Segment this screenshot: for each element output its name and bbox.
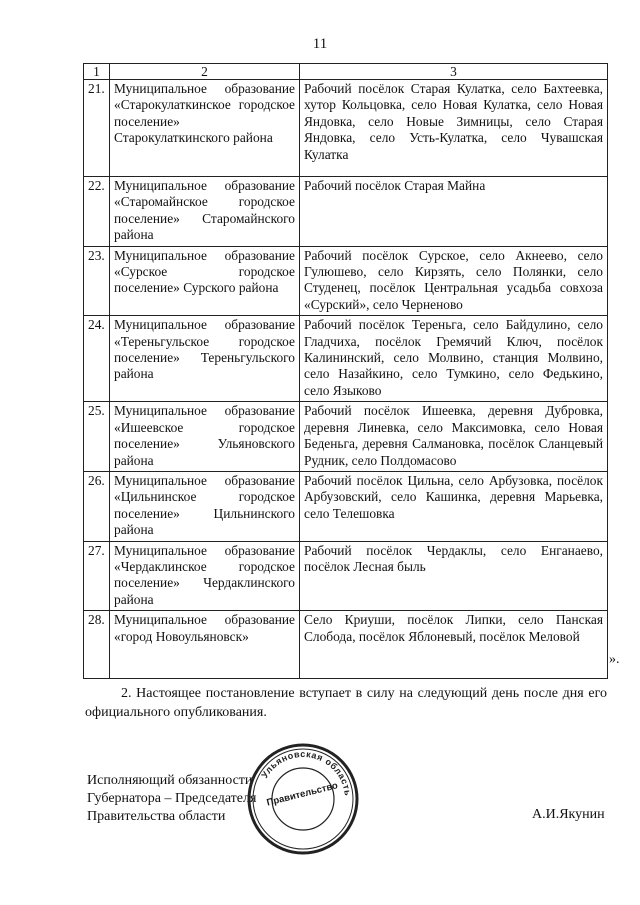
signature-title-line-1: Исполняющий обязанности (87, 773, 253, 788)
settlements-list: Рабочий посёлок Старая Кулатка, село Бахтеевка, хутор Кольцовка, село Новая Кулатка, село Новая Яндовка, село Новые Зимницы, село Старая Яндовка, село Усть-Кулатка, село Чувашская Кулатка (300, 80, 608, 177)
settlements-list: Село Криуши, посёлок Липки, село Панская Слобода, посёлок Яблоневый, посёлок Меловой (300, 611, 608, 679)
settlements-table (83, 63, 608, 679)
page-number: 11 (312, 36, 328, 52)
settlements-list: Рабочий посёлок Ишеевка, деревня Дубровка, деревня Линевка, село Максимовка, село Новая Беденьга, деревня Салмановка, посёлок Сланцевый Рудник, село Полдомасово (300, 402, 608, 472)
municipal-entity: Муниципальное образование «Ишеевское городское поселение» Ульяновского района (110, 402, 300, 472)
signatory-name: А.И.Якунин (532, 807, 605, 822)
settlements-list: Рабочий посёлок Чердаклы, село Енганаево, посёлок Лесная быль (300, 541, 608, 611)
settlements-list: Рабочий посёлок Старая Майна (300, 177, 608, 247)
row-number: 26. (84, 471, 110, 541)
table-row (84, 80, 608, 177)
row-number: 27. (84, 541, 110, 611)
closing-quote: ». (609, 652, 620, 667)
table-row (84, 471, 608, 541)
signature-title-line-3: Правительства области (87, 809, 226, 824)
settlements-list: Рабочий посёлок Сурское, село Акнеево, село Гулюшево, село Кирзять, село Полянки, село Студенец, посёлок Центральная усадьба совхоза «Сурский», село Черненово (300, 246, 608, 316)
row-number: 22. (84, 177, 110, 247)
row-number: 23. (84, 246, 110, 316)
municipal-entity: Муниципальное образование «Тереньгульское городское поселение» Тереньгульского района (110, 316, 300, 402)
municipal-entity: Муниципальное образование «Цильнинское городское поселение» Цильнинского района (110, 471, 300, 541)
header-col-1: 1 (84, 64, 110, 80)
row-number: 21. (84, 80, 110, 177)
table-row (84, 177, 608, 247)
table-row (84, 246, 608, 316)
table-header-row (84, 64, 608, 80)
municipal-entity: Муниципальное образование «Старокулаткинское городское поселение» Старокулаткинского района (110, 80, 300, 177)
signature-title-line-2: Губернатора – Председателя (87, 791, 257, 806)
header-col-2: 2 (110, 64, 300, 80)
seal-center-text: Правительство (265, 780, 339, 809)
table-row (84, 541, 608, 611)
settlements-list: Рабочий посёлок Тереньга, село Байдулино, село Гладчиха, посёлок Гремячий Ключ, посёлок Калининский, село Молвино, станция Молвино, село Назайкино, село Тумкино, село Федькино, село Языково (300, 316, 608, 402)
table-row (84, 402, 608, 472)
row-number: 24. (84, 316, 110, 402)
municipal-entity: Муниципальное образование «Сурское городское поселение» Сурского района (110, 246, 300, 316)
table-row (84, 611, 608, 679)
municipal-entity: Муниципальное образование «Старомайнское городское поселение» Старомайнского района (110, 177, 300, 247)
table-row (84, 316, 608, 402)
seal-ring-text: Ульяновская область (259, 748, 353, 797)
municipal-entity: Муниципальное образование «город Новоульяновск» (110, 611, 300, 679)
row-number: 25. (84, 402, 110, 472)
municipal-entity: Муниципальное образование «Чердаклинское городское поселение» Чердаклинского района (110, 541, 300, 611)
effective-date-paragraph: 2. Настоящее постановление вступает в силу на следующий день после дня его официального опубликования. (85, 686, 607, 720)
row-number: 28. (84, 611, 110, 679)
header-col-3: 3 (300, 64, 608, 80)
settlements-list: Рабочий посёлок Цильна, село Арбузовка, посёлок Арбузовский, село Кашинка, деревня Марьевка, село Телешовка (300, 471, 608, 541)
